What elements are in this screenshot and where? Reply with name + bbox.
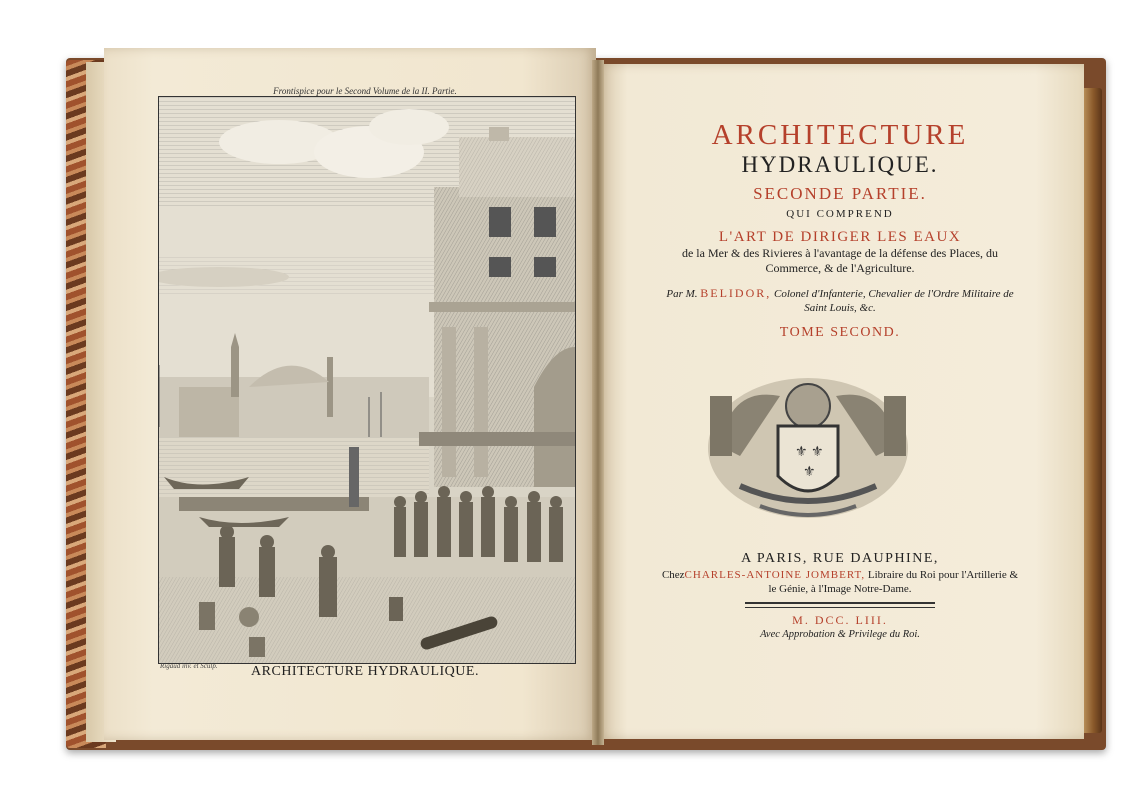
author-titles: Colonel d'Infanterie, Chevalier de l'Ordre Militaire de Saint Louis, &c.	[774, 288, 1014, 314]
imprint-publisher	[660, 568, 1020, 596]
book-gutter	[592, 60, 604, 745]
harbor-scene-illustration	[159, 97, 575, 663]
publisher-details: Libraire du Roi pour l'Artillerie & le Génie, à l'Image Notre-Dame.	[768, 569, 1019, 595]
publisher-prefix: Chez	[661, 569, 685, 581]
imprint-block	[610, 550, 1070, 642]
frontispiece-engraving	[158, 96, 576, 664]
publisher-name: CHARLES-ANTOINE JOMBERT,	[684, 569, 866, 581]
armorial-vignette	[700, 366, 916, 524]
tome-label: TOME SECOND.	[779, 325, 901, 340]
svg-text:⚜: ⚜	[811, 444, 824, 460]
author-line	[660, 286, 1020, 315]
frontispiece-caption: Frontispice pour le Second Volume de la II. Partie.	[273, 86, 457, 96]
imprint-place: A PARIS, RUE DAUPHINE,	[741, 551, 939, 566]
title-part: SECONDE PARTIE.	[753, 184, 927, 203]
title-description: de la Mer & des Rivieres à l'avantage de la défense des Places, du Commerce, & de l'Agriculture.	[681, 246, 999, 275]
title-art: L'ART DE DIRIGER LES EAUX	[718, 229, 962, 245]
frontispiece-title: ARCHITECTURE HYDRAULIQUE.	[251, 664, 479, 679]
title-sub: HYDRAULIQUE.	[741, 152, 939, 177]
svg-text:⚜: ⚜	[795, 444, 808, 460]
author-prefix: Par M.	[666, 288, 698, 300]
engraver-signature: Rigaud inv. et Sculp.	[160, 662, 218, 670]
coat-of-arms-icon	[700, 366, 916, 524]
royal-privilege: Avec Approbation & Privilege du Roi.	[760, 629, 920, 640]
title-qui-comprend: QUI COMPREND	[786, 208, 894, 220]
imprint-rule	[745, 602, 935, 608]
title-main: ARCHITECTURE	[711, 119, 969, 151]
svg-text:⚜: ⚜	[803, 464, 816, 480]
title-page-text	[610, 118, 1070, 343]
imprint-date: M. DCC. LIII.	[792, 613, 888, 627]
author-name: BELIDOR,	[700, 286, 772, 300]
